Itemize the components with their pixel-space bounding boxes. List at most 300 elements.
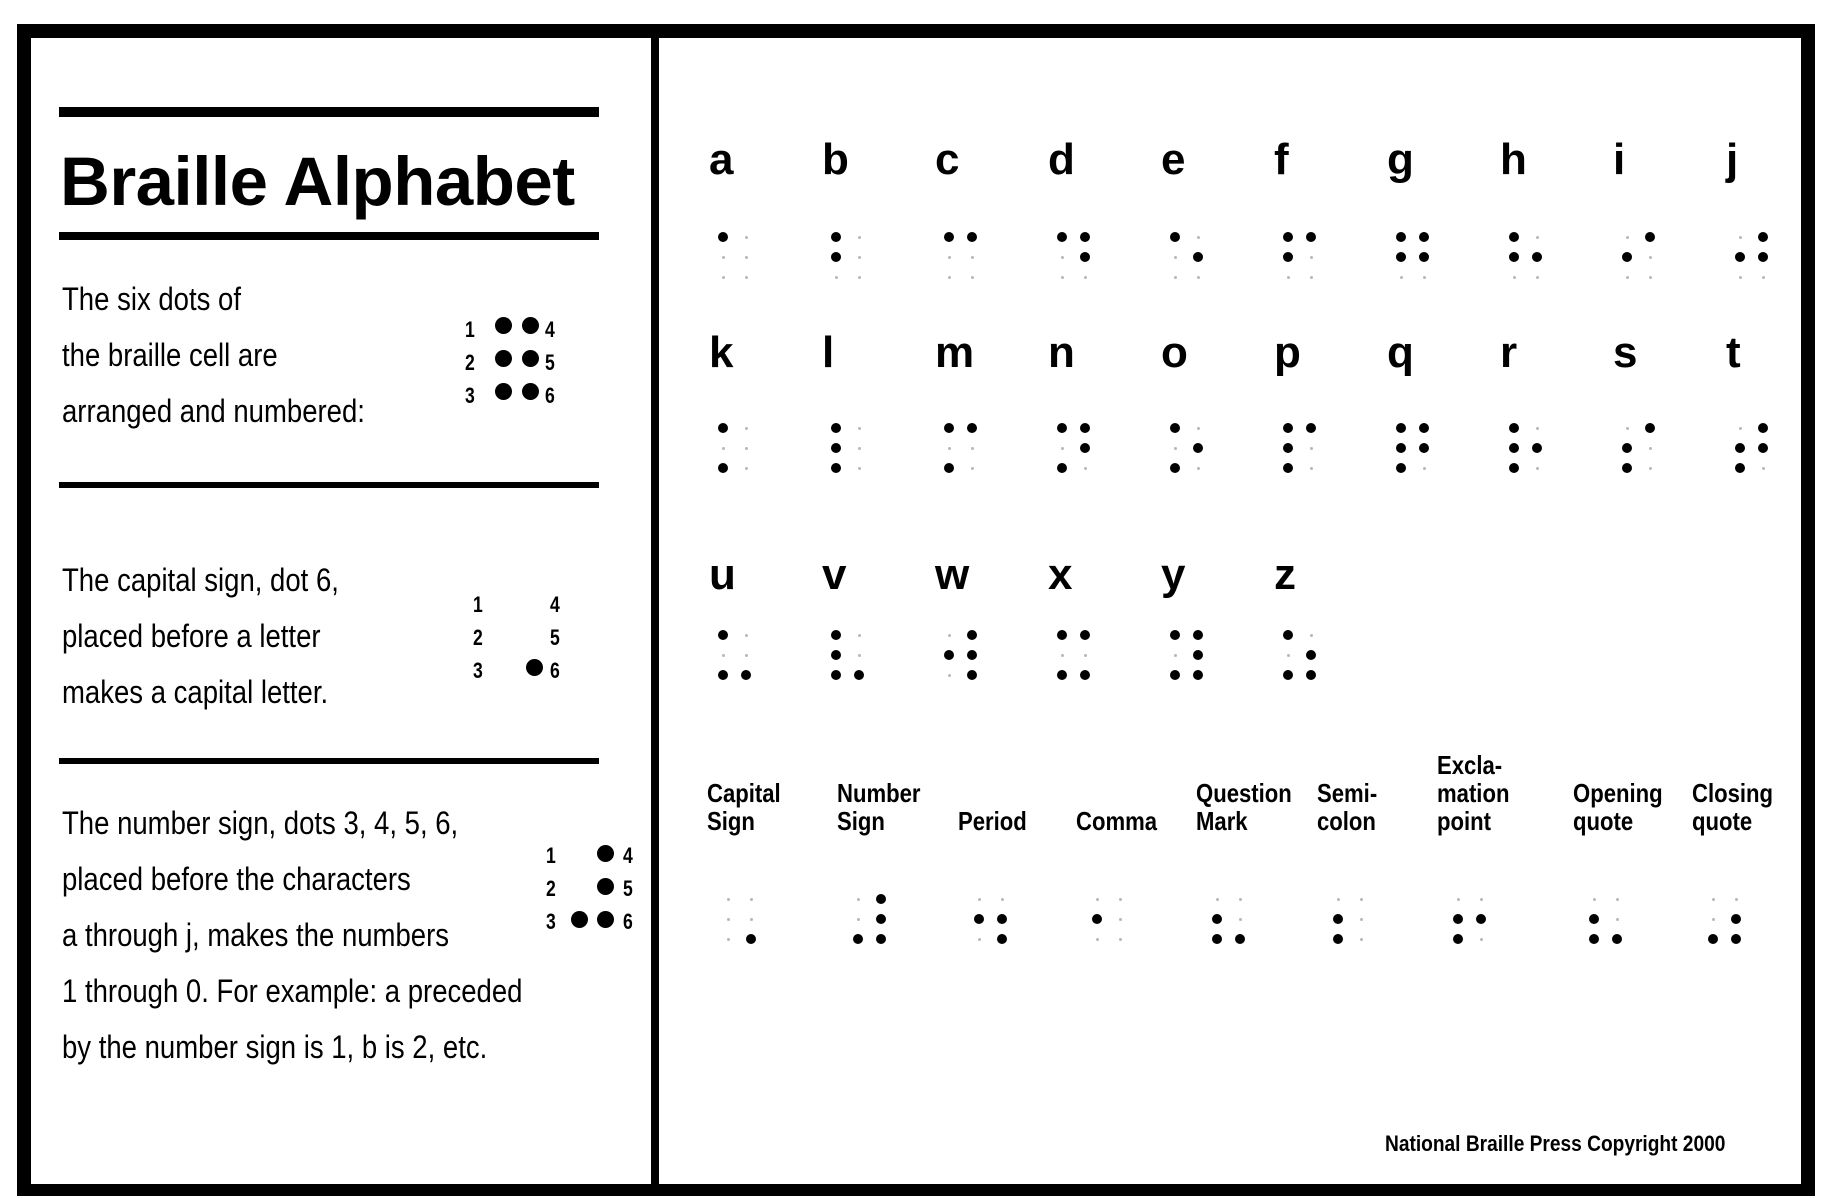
number-line: a through j, makes the numbers xyxy=(62,917,450,953)
symbol-label-line: mation xyxy=(1437,778,1510,808)
braille-dot-blank xyxy=(750,918,753,921)
braille-dot-blank xyxy=(1061,447,1064,450)
capital-sign-text xyxy=(62,552,339,720)
letter-o: o xyxy=(1161,328,1188,377)
letter-w: w xyxy=(935,550,970,599)
braille-dot xyxy=(1080,423,1090,433)
braille-dot-blank xyxy=(1061,654,1064,657)
letter-f: f xyxy=(1274,135,1289,184)
braille-dot xyxy=(718,232,728,242)
braille-dot-4 xyxy=(597,845,614,862)
braille-dot xyxy=(1708,934,1718,944)
braille-dot xyxy=(1396,443,1406,453)
braille-dot-blank xyxy=(745,256,748,259)
letter-x: x xyxy=(1048,550,1073,599)
braille-dot-blank xyxy=(1310,634,1313,637)
braille-dot-blank xyxy=(948,674,951,677)
braille-dot xyxy=(1057,670,1067,680)
braille-dot-blank xyxy=(1096,938,1099,941)
braille-dot xyxy=(1080,670,1090,680)
braille-dot xyxy=(944,463,954,473)
braille-dot-blank xyxy=(858,427,861,430)
braille-dot xyxy=(1758,252,1768,262)
symbol-label xyxy=(1076,807,1157,835)
dot-number-1: 1 xyxy=(473,592,483,617)
braille-dot-blank xyxy=(727,938,730,941)
braille-dot xyxy=(1731,934,1741,944)
braille-dot xyxy=(1622,443,1632,453)
symbol-label-line: Opening xyxy=(1573,778,1663,808)
braille-dot-blank xyxy=(1216,898,1219,901)
letter-g: g xyxy=(1387,135,1414,184)
braille-dot xyxy=(1532,443,1542,453)
symbol-label xyxy=(1437,751,1509,835)
dot-number-2: 2 xyxy=(546,876,556,901)
letter-y: y xyxy=(1161,550,1186,599)
number-line: by the number sign is 1, b is 2, etc. xyxy=(62,1029,488,1065)
braille-dot xyxy=(997,934,1007,944)
braille-dot xyxy=(741,670,751,680)
braille-dot xyxy=(1731,914,1741,924)
braille-dot-blank xyxy=(745,654,748,657)
braille-dot-blank xyxy=(750,898,753,901)
braille-dot xyxy=(718,423,728,433)
braille-dot xyxy=(1057,463,1067,473)
braille-dot xyxy=(831,670,841,680)
braille-dot xyxy=(967,423,977,433)
letter-u: u xyxy=(709,550,736,599)
dot-number-1: 1 xyxy=(465,317,475,342)
letter-c: c xyxy=(935,135,960,184)
braille-dot xyxy=(1333,914,1343,924)
dot-number-4: 4 xyxy=(545,317,555,342)
dot-number-3: 3 xyxy=(465,383,475,408)
symbol-label xyxy=(1317,779,1377,835)
symbol-label-line: quote xyxy=(1692,806,1753,836)
braille-dot xyxy=(1212,934,1222,944)
number-line: 1 through 0. For example: a preceded xyxy=(62,973,523,1009)
braille-dot xyxy=(1057,232,1067,242)
braille-dot-blank xyxy=(1616,898,1619,901)
braille-dot xyxy=(1235,934,1245,944)
braille-dot-blank xyxy=(971,447,974,450)
braille-dot-blank xyxy=(1239,918,1242,921)
braille-dot xyxy=(718,630,728,640)
braille-dot xyxy=(1193,670,1203,680)
braille-dot-blank xyxy=(978,938,981,941)
number-line: placed before the characters xyxy=(62,861,411,897)
braille-dot-blank xyxy=(1084,276,1087,279)
braille-dot-blank xyxy=(1649,467,1652,470)
symbol-label-line: colon xyxy=(1317,806,1376,836)
braille-dot-blank xyxy=(727,918,730,921)
braille-dot xyxy=(1283,252,1293,262)
braille-dot xyxy=(522,383,539,400)
braille-dot xyxy=(1453,914,1463,924)
braille-dot-blank xyxy=(1119,918,1122,921)
braille-dot-blank xyxy=(835,276,838,279)
braille-dot xyxy=(831,443,841,453)
braille-dot-blank xyxy=(722,276,725,279)
braille-dot-blank xyxy=(1423,467,1426,470)
section-rule xyxy=(59,758,599,764)
braille-dot-blank xyxy=(1712,898,1715,901)
symbol-label-line: Mark xyxy=(1196,806,1248,836)
braille-dot xyxy=(1622,463,1632,473)
number-line: The number sign, dots 3, 4, 5, 6, xyxy=(62,805,459,841)
braille-dot-blank xyxy=(1061,276,1064,279)
dot-number-6: 6 xyxy=(545,383,555,408)
braille-dot-blank xyxy=(948,276,951,279)
braille-dot-blank xyxy=(858,256,861,259)
braille-dot xyxy=(1057,630,1067,640)
braille-dot xyxy=(1080,252,1090,262)
braille-dot-blank xyxy=(1626,276,1629,279)
braille-dot xyxy=(1419,423,1429,433)
braille-dot-blank xyxy=(1310,256,1313,259)
intro-line: The six dots of xyxy=(62,281,241,317)
letter-r: r xyxy=(1500,328,1518,377)
symbol-label-line: Number xyxy=(837,778,921,808)
braille-dot xyxy=(1645,232,1655,242)
braille-dot-blank xyxy=(858,276,861,279)
braille-dot-blank xyxy=(1457,898,1460,901)
braille-dot xyxy=(1193,630,1203,640)
braille-dot-blank xyxy=(745,447,748,450)
braille-dot xyxy=(876,914,886,924)
capital-line: placed before a letter xyxy=(62,618,321,654)
braille-dot-blank xyxy=(1735,898,1738,901)
symbol-label xyxy=(1573,779,1663,835)
braille-dot xyxy=(1758,443,1768,453)
braille-dot xyxy=(1509,463,1519,473)
braille-dot-blank xyxy=(971,467,974,470)
braille-dot-blank xyxy=(745,236,748,239)
braille-dot-blank xyxy=(1197,236,1200,239)
braille-dot xyxy=(967,670,977,680)
braille-dot-blank xyxy=(1001,898,1004,901)
braille-dot-blank xyxy=(1119,938,1122,941)
braille-dot-blank xyxy=(722,654,725,657)
braille-dot xyxy=(1735,463,1745,473)
braille-dot-blank xyxy=(948,634,951,637)
braille-dot xyxy=(1419,252,1429,262)
letter-q: q xyxy=(1387,328,1414,377)
letter-h: h xyxy=(1500,135,1527,184)
braille-dot-blank xyxy=(858,447,861,450)
symbol-label-line: Period xyxy=(958,806,1027,836)
braille-dot xyxy=(1509,232,1519,242)
braille-dot xyxy=(1758,232,1768,242)
braille-dot xyxy=(1758,423,1768,433)
braille-dot-blank xyxy=(1536,276,1539,279)
braille-dot-blank xyxy=(745,467,748,470)
braille-dot-blank xyxy=(857,898,860,901)
symbol-label xyxy=(707,779,781,835)
braille-dot xyxy=(746,934,756,944)
braille-dot xyxy=(495,317,512,334)
braille-dot-blank xyxy=(1536,427,1539,430)
letter-j: j xyxy=(1726,135,1739,184)
braille-dot-blank xyxy=(1762,276,1765,279)
braille-dot-blank xyxy=(745,276,748,279)
braille-dot xyxy=(967,650,977,660)
braille-dot-blank xyxy=(1536,467,1539,470)
braille-dot-6 xyxy=(526,659,543,676)
dot-number-5: 5 xyxy=(550,625,560,650)
braille-dot xyxy=(967,232,977,242)
symbol-label-line: Excla- xyxy=(1437,750,1503,780)
braille-dot-blank xyxy=(1061,256,1064,259)
braille-dot-blank xyxy=(1626,427,1629,430)
braille-dot xyxy=(974,914,984,924)
symbol-label xyxy=(1692,779,1773,835)
braille-dot-blank xyxy=(1096,898,1099,901)
braille-dot xyxy=(831,630,841,640)
braille-dot-blank xyxy=(1287,276,1290,279)
intro-text xyxy=(62,271,365,439)
capital-line: The capital sign, dot 6, xyxy=(62,562,339,598)
dot-number-5: 5 xyxy=(623,876,633,901)
braille-dot xyxy=(1589,914,1599,924)
symbol-label xyxy=(1196,779,1292,835)
braille-dot xyxy=(1306,232,1316,242)
dot-number-6: 6 xyxy=(550,658,560,683)
braille-dot-blank xyxy=(727,898,730,901)
letter-s: s xyxy=(1613,328,1638,377)
braille-dot-blank xyxy=(1739,427,1742,430)
braille-dot-blank xyxy=(1762,467,1765,470)
braille-dot-blank xyxy=(971,256,974,259)
braille-dot-blank xyxy=(1174,447,1177,450)
braille-dot-blank xyxy=(1360,938,1363,941)
braille-dot-blank xyxy=(745,634,748,637)
braille-dot xyxy=(1170,463,1180,473)
symbol-label-line: Capital xyxy=(707,778,781,808)
braille-dot xyxy=(967,630,977,640)
braille-dot xyxy=(1283,463,1293,473)
braille-dot-blank xyxy=(1536,236,1539,239)
symbol-label-line: Semi- xyxy=(1317,778,1378,808)
braille-dot-blank xyxy=(1739,276,1742,279)
letter-k: k xyxy=(709,328,734,377)
braille-dot-5 xyxy=(597,878,614,895)
letter-a: a xyxy=(709,135,734,184)
letter-e: e xyxy=(1161,135,1186,184)
copyright-notice: National Braille Press Copyright 2000 xyxy=(1385,1131,1726,1156)
braille-dot-blank xyxy=(1423,276,1426,279)
braille-dot-blank xyxy=(1084,467,1087,470)
braille-dot-blank xyxy=(948,256,951,259)
symbol-label-line: point xyxy=(1437,806,1492,836)
braille-dot-blank xyxy=(978,898,981,901)
braille-dot xyxy=(1057,423,1067,433)
braille-dot xyxy=(1306,423,1316,433)
braille-dot-blank xyxy=(1119,898,1122,901)
braille-dot xyxy=(1170,670,1180,680)
braille-dot xyxy=(1193,650,1203,660)
braille-dot-blank xyxy=(858,654,861,657)
braille-dot xyxy=(1283,670,1293,680)
letter-p: p xyxy=(1274,328,1301,377)
braille-dot-blank xyxy=(1239,898,1242,901)
braille-dot xyxy=(718,463,728,473)
braille-dot-blank xyxy=(1310,467,1313,470)
braille-dot xyxy=(1509,252,1519,262)
braille-dot xyxy=(495,350,512,367)
symbol-label xyxy=(837,779,921,835)
letter-m: m xyxy=(935,328,975,377)
braille-dot xyxy=(1193,252,1203,262)
title-bottom-rule xyxy=(59,232,599,240)
braille-dot-blank xyxy=(1649,447,1652,450)
letter-n: n xyxy=(1048,328,1075,377)
braille-dot-blank xyxy=(1649,276,1652,279)
braille-dot xyxy=(944,232,954,242)
symbol-label-line: Sign xyxy=(837,806,885,836)
braille-dot xyxy=(1509,423,1519,433)
column-divider xyxy=(651,38,659,1184)
letter-b: b xyxy=(822,135,849,184)
symbol-label xyxy=(958,807,1027,835)
dot-number-2: 2 xyxy=(465,350,475,375)
braille-dot-blank xyxy=(1360,918,1363,921)
braille-dot-blank xyxy=(1197,427,1200,430)
braille-dot xyxy=(831,463,841,473)
braille-dot-blank xyxy=(1287,654,1290,657)
braille-dot-blank xyxy=(948,447,951,450)
braille-dot xyxy=(1080,232,1090,242)
braille-dot xyxy=(1396,252,1406,262)
braille-dot-blank xyxy=(1616,918,1619,921)
braille-dot xyxy=(1453,934,1463,944)
symbol-label-line: Question xyxy=(1196,778,1292,808)
braille-dot xyxy=(1092,914,1102,924)
braille-dot xyxy=(1735,443,1745,453)
braille-dot xyxy=(1532,252,1542,262)
capital-line: makes a capital letter. xyxy=(62,674,329,710)
braille-dot xyxy=(1419,232,1429,242)
braille-dot-blank xyxy=(1649,256,1652,259)
braille-dot xyxy=(1306,670,1316,680)
braille-dot-blank xyxy=(1513,276,1516,279)
braille-dot xyxy=(1283,232,1293,242)
braille-dot xyxy=(1476,914,1486,924)
braille-dot xyxy=(1589,934,1599,944)
braille-dot-blank xyxy=(971,276,974,279)
braille-dot-blank xyxy=(1197,467,1200,470)
braille-dot-blank xyxy=(858,467,861,470)
braille-dot xyxy=(944,650,954,660)
symbol-label-line: Sign xyxy=(707,806,755,836)
braille-dot xyxy=(1212,914,1222,924)
braille-dot-blank xyxy=(722,256,725,259)
braille-dot xyxy=(831,650,841,660)
braille-dot xyxy=(831,423,841,433)
braille-dot xyxy=(1080,630,1090,640)
braille-dot xyxy=(1080,443,1090,453)
braille-dot-blank xyxy=(857,918,860,921)
section-rule xyxy=(59,482,599,488)
braille-dot xyxy=(1396,463,1406,473)
title-top-rule xyxy=(59,107,599,117)
braille-dot-blank xyxy=(1084,654,1087,657)
dot-number-3: 3 xyxy=(546,909,556,934)
symbol-label-line: Comma xyxy=(1076,806,1158,836)
dot-number-3: 3 xyxy=(473,658,483,683)
braille-dot-blank xyxy=(1626,236,1629,239)
dot-number-6: 6 xyxy=(623,909,633,934)
braille-dot-blank xyxy=(1174,654,1177,657)
braille-dot-blank xyxy=(1480,938,1483,941)
braille-dot-blank xyxy=(1360,898,1363,901)
braille-dot-blank xyxy=(722,447,725,450)
braille-dot-blank xyxy=(1310,276,1313,279)
letter-t: t xyxy=(1726,328,1741,377)
braille-dot-6 xyxy=(597,911,614,928)
braille-dot xyxy=(854,670,864,680)
braille-dot xyxy=(1509,443,1519,453)
braille-dot xyxy=(1735,252,1745,262)
braille-dot xyxy=(1306,650,1316,660)
braille-dot xyxy=(831,252,841,262)
braille-dot-blank xyxy=(1739,236,1742,239)
braille-dot xyxy=(831,232,841,242)
dot-number-4: 4 xyxy=(550,592,560,617)
braille-dot xyxy=(1170,232,1180,242)
braille-dot xyxy=(1622,252,1632,262)
braille-dot xyxy=(522,317,539,334)
symbol-label-line: quote xyxy=(1573,806,1634,836)
braille-dot xyxy=(522,350,539,367)
braille-dot-blank xyxy=(858,236,861,239)
braille-dot-blank xyxy=(1310,447,1313,450)
letter-i: i xyxy=(1613,135,1626,184)
dot-number-1: 1 xyxy=(546,843,556,868)
letter-z: z xyxy=(1274,550,1296,599)
braille-dot-blank xyxy=(1197,276,1200,279)
braille-dot xyxy=(944,423,954,433)
number-sign-text xyxy=(62,795,522,1075)
dot-number-5: 5 xyxy=(545,350,555,375)
letter-d: d xyxy=(1048,135,1075,184)
braille-dot xyxy=(1612,934,1622,944)
braille-dot-3 xyxy=(571,911,588,928)
page-title: Braille Alphabet xyxy=(60,143,575,220)
braille-dot xyxy=(876,934,886,944)
dot-number-2: 2 xyxy=(473,625,483,650)
braille-dot-blank xyxy=(858,634,861,637)
braille-dot-blank xyxy=(745,427,748,430)
braille-dot xyxy=(1396,423,1406,433)
intro-line: arranged and numbered: xyxy=(62,393,365,429)
braille-dot-blank xyxy=(1712,918,1715,921)
braille-dot-blank xyxy=(1174,256,1177,259)
braille-dot xyxy=(997,914,1007,924)
braille-dot xyxy=(1283,443,1293,453)
braille-dot xyxy=(1170,630,1180,640)
braille-dot xyxy=(1333,934,1343,944)
braille-dot xyxy=(1419,443,1429,453)
symbol-label-line: Closing xyxy=(1692,778,1774,808)
braille-dot-blank xyxy=(1480,898,1483,901)
braille-dot xyxy=(853,934,863,944)
intro-line: the braille cell are xyxy=(62,337,278,373)
braille-dot-blank xyxy=(1400,276,1403,279)
braille-dot-blank xyxy=(1593,898,1596,901)
braille-dot xyxy=(1193,443,1203,453)
braille-dot xyxy=(718,670,728,680)
